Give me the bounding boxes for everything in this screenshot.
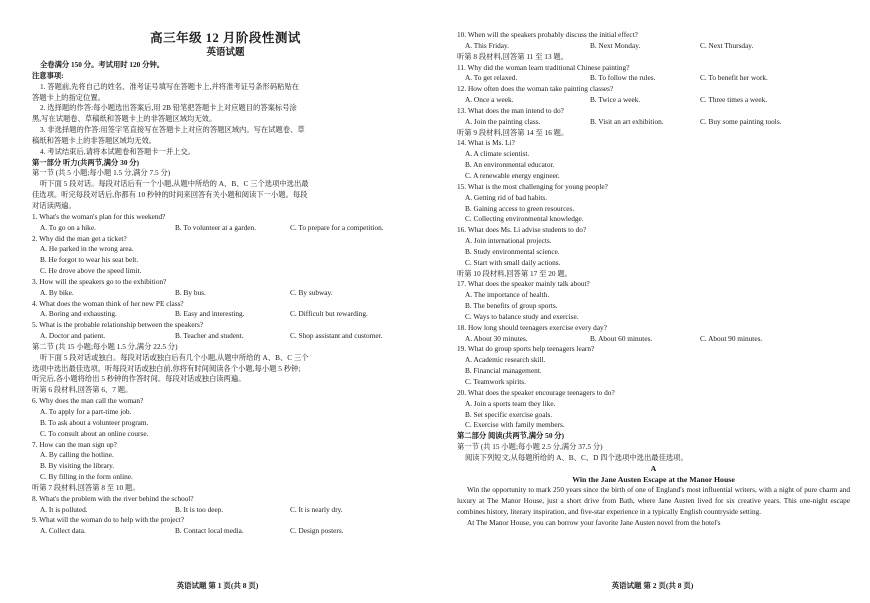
question-2: 2. Why did the man get a ticket? [32,233,127,243]
option-c: C. Design posters. [290,526,344,536]
option-b: B. By visiting the library. [40,461,115,471]
question-18: 18. How long should teenagers exercise every day? [457,322,607,332]
question-13-options [457,117,850,128]
option-c: C. Collecting environmental knowledge. [465,214,584,224]
option-a: A. Join the painting class. [465,116,541,126]
question-10-options [457,41,850,52]
question-19: 19. What do group sports help teenagers learn? [457,344,595,354]
option-b: B. Set specific exercise goals. [465,409,553,419]
note-line: 答题卡上的指定位置。 [32,92,105,102]
option-a: A. Collect data. [40,526,86,536]
option-b: B. Contact local media. [175,526,244,536]
page-2 [435,0,870,603]
question-8: 8. What's the problem with the river behind the school? [32,493,194,503]
part2-heading: 第二部分 阅读(共两节,满分 50 分) [457,431,565,441]
instruction-line: 听下面 5 段对话。每段对话后有一个小题,从题中所给的 A、B、C 三个选项中选出最 [40,179,309,189]
option-a: A. Join international projects. [465,236,552,246]
score-line: 全卷满分 150 分。考试用时 120 分钟。 [40,60,165,69]
exam-title: 高三年级 12 月阶段性测试 [150,31,301,45]
question-15: 15. What is the most challenging for young people? [457,181,608,191]
option-a: A. By calling the hotline. [40,450,114,460]
option-b: B. To ask about a volunteer program. [40,417,149,427]
material-heading: 听第 6 段材料,回答第 6、7 题。 [32,385,133,395]
option-b: B. About 60 minutes. [590,333,653,343]
question-10: 10. When will the speakers probably discuss the initial effect? [457,30,638,39]
question-14: 14. What is Ms. Li? [457,138,515,148]
option-b: B. By bus. [175,287,206,297]
material-heading: 听第 9 段材料,回答第 14 至 16 题。 [457,127,569,137]
option-c: C. About 90 minutes. [700,333,763,343]
instruction-line: 听完后,各小题将给出 5 秒钟的作答时间。每段对话或独白读两遍。 [32,374,246,384]
question-7: 7. How can the man sign up? [32,439,117,449]
page-footer: 英语试题 第 2 页(共 8 页) [611,581,694,590]
option-a: A. It is polluted. [40,504,88,514]
option-c: C. Next Thursday. [700,40,754,50]
question-12-options [457,95,850,106]
question-1-options [32,223,419,234]
option-c: C. By filling in the form online. [40,472,133,482]
option-c: C. Teamwork spirits. [465,377,526,386]
option-c: C. By subway. [290,287,333,297]
option-c: C. He drove above the speed limit. [40,266,142,276]
option-a: A. Once a week. [465,95,514,105]
material-heading: 听第 10 段材料,回答第 17 至 20 题。 [457,268,572,278]
passage-paragraph: Win the opportunity to mark 250 years since the birth of one of England's most influential writers, with a night of pure charm and luxury at The Manor House, just a short drive from Bath, where Jane Austen lived for six creative years. This one-night escape combines history, literary inspiration, and five-star experience in a typically English countryside setting. [457,485,850,517]
question-3-options [32,288,419,299]
option-c: C. Buy some painting tools. [700,116,782,126]
option-b: B. Visit an art exhibition. [590,116,664,126]
question-4-options [32,309,419,320]
part1-heading: 第一部分 听力(共两节,满分 30 分) [32,157,140,167]
option-c: C. Three times a week. [700,95,768,105]
reading-instruction: 阅读下列短文,从每题所给的 A、B、C、D 四个选项中选出最佳选项。 [465,452,688,462]
instruction-line: 听下面 5 段对话或独白。每段对话或独白后有几个小题,从题中所给的 A、B、C 三个 [40,352,309,362]
passage-label: A [650,463,657,473]
note-line: 2. 选择题的作答:每小题选出答案后,用 2B 铅笔把答题卡上对应题目的答案标号涂 [40,103,297,113]
question-5-options [32,331,419,342]
option-a: A. This Friday. [465,40,509,50]
question-17: 17. What does the speaker mainly talk about? [457,279,590,289]
option-c: C. To benefit her work. [700,73,768,83]
question-3: 3. How will the speakers go to the exhibition? [32,276,167,286]
option-c: C. It is nearly dry. [290,504,343,514]
material-heading: 听第 7 段材料,回答第 8 至 10 题。 [32,482,140,492]
question-9-options [32,526,419,537]
option-a: A. To go on a hike. [40,222,96,232]
option-b: B. Next Monday. [590,40,641,50]
option-a: A. Academic research skill. [465,355,546,365]
option-b: B. The benefits of group sports. [465,301,558,311]
option-b: B. Study environmental science. [465,246,560,256]
question-12: 12. How often does the woman take painting classes? [457,84,614,94]
instruction-line: 对话读两遍。 [32,200,76,210]
instruction-line: 选项中选出最佳选项。听每段对话或独白前,你将有时间阅读各个小题,每小题 5 秒钟; [32,363,301,373]
option-a: A. By bike. [40,287,74,297]
option-b: B. Easy and interesting. [175,309,245,319]
option-a: A. About 30 minutes. [465,333,528,343]
passage-paragraph: At The Manor House, you can borrow your favorite Jane Austen novel from the hotel's [467,517,721,527]
material-heading: 听第 8 段材料,回答第 11 至 13 题。 [457,51,569,61]
option-b: B. Twice a week. [590,95,641,105]
option-a: A. Getting rid of bad habits. [465,192,548,202]
note-line: 稿纸和答题卡上的非答题区域均无效。 [32,135,157,145]
option-b: B. Gaining access to green resources. [465,203,575,213]
notes-heading: 注意事项: [32,70,64,80]
option-b: B. To volunteer at a garden. [175,222,257,232]
option-a: A. To apply for a part-time job. [40,407,132,416]
question-11: 11. Why did the woman learn traditional Chinese painting? [457,62,630,72]
option-c: C. A renewable energy engineer. [465,170,560,180]
question-8-options [32,505,419,516]
question-6: 6. Why does the man call the woman? [32,396,144,406]
note-line: 1. 答题前,先将自己的姓名、准考证号填写在答题卡上,并将准考证号条形码粘贴在 [40,81,300,91]
option-a: A. To get relaxed. [465,73,518,83]
option-a: A. Boring and exhausting. [40,309,117,319]
option-b: B. To follow the rules. [590,73,656,83]
question-20: 20. What does the speaker encourage teenagers to do? [457,387,615,397]
passage-title: Win the Jane Austen Escape at the Manor House [572,474,735,484]
question-5: 5. What is the probable relationship between the speakers? [32,320,204,330]
section1-heading: 第一节 (共 5 小题;每小题 1.5 分,满分 7.5 分) [32,168,171,178]
option-a: A. The importance of health. [465,290,550,300]
question-4: 4. What does the woman think of her new PE class? [32,298,184,308]
question-18-options [457,334,850,345]
question-9: 9. What will the woman do to help with the project? [32,515,185,525]
exam-subtitle: 英语试题 [206,48,245,58]
option-b: B. It is too deep. [175,504,224,514]
option-c: C. Exercise with family members. [465,420,565,430]
option-c: C. To consult about an online course. [40,428,149,438]
option-c: C. Difficult but rewarding. [290,309,368,319]
question-16: 16. What does Ms. Li advise students to do? [457,225,587,235]
option-c: C. Ways to balance study and exercise. [465,311,579,321]
option-b: B. Financial management. [465,366,542,376]
note-line: 黑,写在试题卷、草稿纸和答题卡上的非答题区域均无效。 [32,114,217,124]
reading-section1-heading: 第一节 (共 15 小题;每小题 2.5 分,满分 37.5 分) [457,442,603,452]
question-11-options [457,73,850,84]
option-a: A. He parked in the wrong area. [40,244,134,254]
option-b: B. Teacher and student. [175,331,244,341]
page-footer: 英语试题 第 1 页(共 8 页) [176,581,259,590]
option-c: C. Start with small daily actions. [465,257,561,267]
section2-heading: 第二节 (共 15 小题;每小题 1.5 分,满分 22.5 分) [32,341,178,351]
option-b: B. An environmental educator. [465,160,555,170]
question-13: 13. What does the man intend to do? [457,105,564,115]
option-c: C. Shop assistant and customer. [290,331,383,341]
note-line: 3. 非选择题的作答:用签字笔直接写在答题卡上对应的答题区域内。写在试题卷、草 [40,125,305,135]
option-a: A. Doctor and patient. [40,331,106,341]
option-a: A. Join a sports team they like. [465,398,556,408]
instruction-line: 佳选项。听完每段对话后,你都有 10 秒钟的时间来回答有关小题和阅读下一小题。每段 [32,190,308,200]
question-1: 1. What's the woman's plan for this weekend? [32,211,166,221]
note-line: 4. 考试结束后,请将本试题卷和答题卡一并上交。 [40,146,196,156]
option-a: A. A climate scientist. [465,149,530,159]
option-b: B. He forgot to wear his seat belt. [40,255,139,265]
option-c: C. To prepare for a competition. [290,222,384,232]
